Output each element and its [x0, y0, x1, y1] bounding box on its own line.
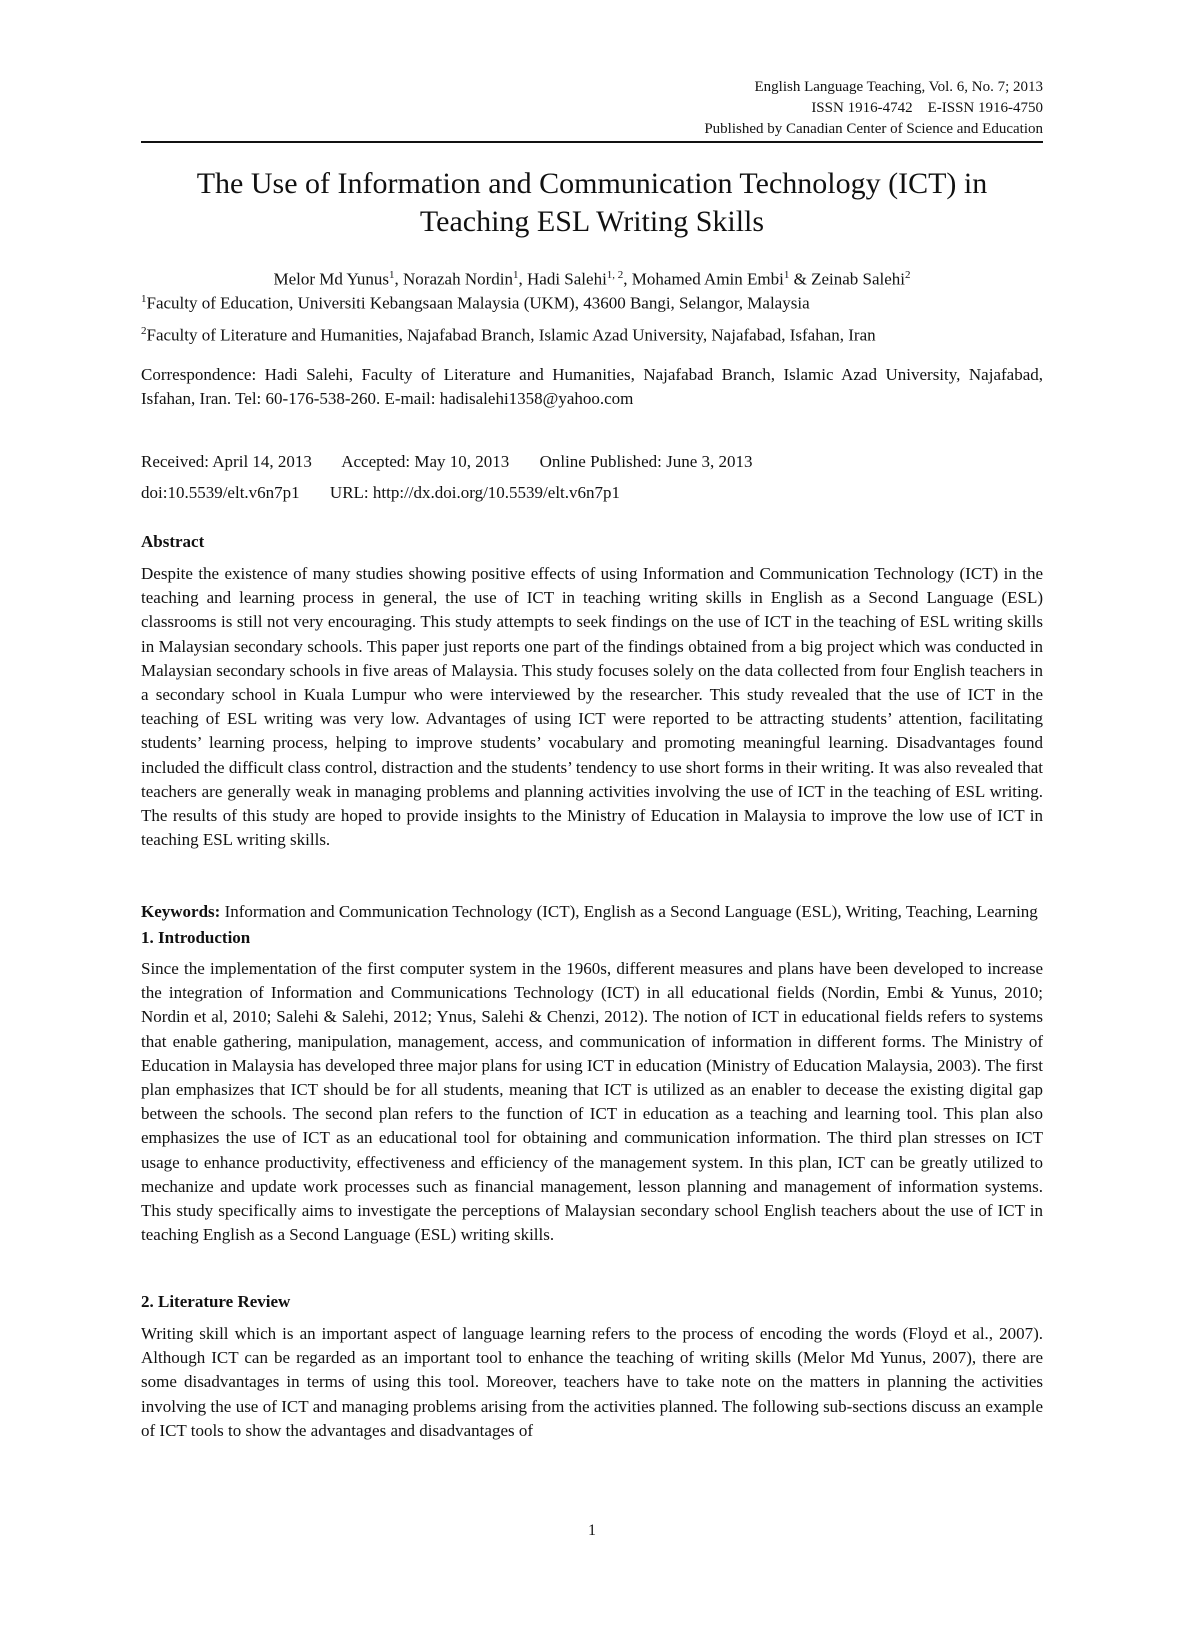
author-name: Norazah Nordin: [403, 269, 513, 289]
author-separator: ,: [623, 269, 632, 289]
title-line-2: Teaching ESL Writing Skills: [419, 205, 765, 238]
journal-header: [704, 77, 1043, 140]
affiliation-text: Faculty of Literature and Humanities, Najafabad Branch, Islamic Azad University, Najafabad, Isfahan, Iran: [146, 325, 876, 345]
received-date: Received: April 14, 2013: [141, 452, 312, 471]
journal-line: English Language Teaching, Vol. 6, No. 7; 2013: [754, 79, 1043, 95]
author-separator: ,: [394, 269, 403, 289]
title-line-1: The Use of Information and Communication Technology (ICT) in: [196, 167, 988, 200]
issn-line: ISSN 1916-4742 E-ISSN 1916-4750: [811, 100, 1043, 116]
author-separator: ,: [518, 269, 527, 289]
keywords-label: Keywords:: [141, 902, 221, 921]
article-dates: [141, 452, 779, 472]
introduction-heading: 1. Introduction: [141, 928, 251, 947]
author-name: Mohamed Amin Embi: [631, 269, 784, 289]
paper-title: [141, 165, 1043, 241]
doi-text: doi:10.5539/elt.v6n7p1: [141, 483, 300, 502]
author-separator: &: [789, 269, 812, 289]
keywords-text: Information and Communication Technology (ICT), English as a Second Language (ESL), Writing, Teaching, Learning: [220, 902, 1038, 921]
affiliation-mark: 2: [141, 325, 147, 337]
affiliation-2: [141, 320, 1043, 347]
literature-text: Writing skill which is an important aspect of language learning refers to the process of encoding the words (Floyd et al., 2007). Although ICT can be regarded as an important tool to enhance the teaching of writing skills (Melor Md Yunus, 2007), there are some disadvantages in terms of using this tool. Moreover, teachers have to take note on the matters in planning the activities involving the use of ICT and managing problems arising from the activities planned. The following sub-sections discuss an example of ICT tools to show the advantages and disadvantages of: [141, 1324, 1043, 1440]
author-affiliation-mark: 1, 2: [606, 269, 624, 281]
author-name: Zeinab Salehi: [811, 269, 906, 289]
author-affiliation-mark: 1: [513, 269, 519, 281]
author-affiliation-mark: 2: [905, 269, 911, 281]
doi-url[interactable]: URL: http://dx.doi.org/10.5539/elt.v6n7p1: [329, 483, 621, 502]
author-affiliation-mark: 1: [783, 269, 790, 281]
author-affiliation-mark: 1: [389, 269, 395, 281]
affiliation-text: Faculty of Education, Universiti Kebangsaan Malaysia (UKM), 43600 Bangi, Selangor, Malaysia: [146, 293, 810, 313]
introduction-text: Since the implementation of the first computer system in the 1960s, different measures and plans have been developed to increase the integration of Information and Communications Technology (ICT) in all educational fields (Nordin, Embi & Yunus, 2010; Nordin et al, 2010; Salehi & Salehi, 2012; Ynus, Salehi & Chenzi, 2012). The notion of ICT in educational fields refers to systems that enable gathering, manipulation, management, access, and communication of information in different forms. The Ministry of Education in Malaysia has developed three major plans for using ICT in education (Ministry of Education Malaysia, 2003). The first plan emphasizes that ICT should be for all students, meaning that ICT is utilized as an enabler to decease the existing digital gap between the schools. The second plan refers to the function of ICT in education as a teaching and learning tool. This plan also emphasizes the use of ICT as an educational tool for obtaining and communication information. The third plan stresses on ICT usage to enhance productivity, effectiveness and efficiency of the management system. In this plan, ICT can be greatly utilized to mechanize and update work processes such as financial management, lesson planning and management of information systems. This study specifically aims to investigate the perceptions of Malaysian secondary school English teachers about the use of ICT in teaching English as a Second Language (ESL) writing skills.: [141, 959, 1043, 1245]
abstract-text: Despite the existence of many studies showing positive effects of using Information and Communication Technology (ICT) in the teaching and learning process in general, the use of ICT in teaching writing skills in English as a Second Language (ESL) classrooms is still not very encouraging. This study attempts to seek findings on the use of ICT in the teaching of ESL writing skills in Malaysian secondary schools. This paper just reports one part of the findings obtained from a big project which was conducted in Malaysian secondary schools in five areas of Malaysia. This study focuses solely on the data collected from four English teachers in a secondary school in Kuala Lumpur who were interviewed by the researcher. This study revealed that the use of ICT in the teaching of ESL writing was very low. Advantages of using ICT were reported to be attracting students’ attention, facilitating students’ learning process, helping to improve students’ vocabulary and promoting meaningful learning. Disadvantages found included the difficult class control, distraction and the students’ tendency to use short forms in their writing. It was also revealed that teachers are generally weak in managing problems and planning activities involving the use of ICT in the teaching of ESL writing. The results of this study are hoped to provide insights to the Ministry of Education in Malaysia to improve the low use of ICT in teaching ESL writing skills.: [141, 564, 1043, 850]
page-number: 1: [588, 1522, 596, 1539]
literature-heading: 2. Literature Review: [141, 1292, 291, 1311]
published-date: Online Published: June 3, 2013: [539, 452, 753, 471]
publisher-line: Published by Canadian Center of Science and Education: [704, 121, 1043, 137]
correspondence: Correspondence: Hadi Salehi, Faculty of Literature and Humanities, Najafabad Branch, Islamic Azad University, Najafabad, Isfahan, Iran. Tel: 60-176-538-260. E-mail: hadisalehi1358@yahoo.com: [141, 365, 1043, 408]
author-list: [141, 264, 1043, 291]
affiliation-1: [141, 288, 1043, 315]
header-rule: [141, 141, 1043, 143]
author-name: Hadi Salehi: [527, 269, 607, 289]
author-name: Melor Md Yunus: [273, 269, 389, 289]
abstract-heading: Abstract: [141, 532, 205, 551]
accepted-date: Accepted: May 10, 2013: [341, 452, 510, 471]
doi-line: [141, 483, 646, 503]
affiliation-mark: 1: [141, 293, 147, 305]
keywords: [141, 900, 1043, 924]
